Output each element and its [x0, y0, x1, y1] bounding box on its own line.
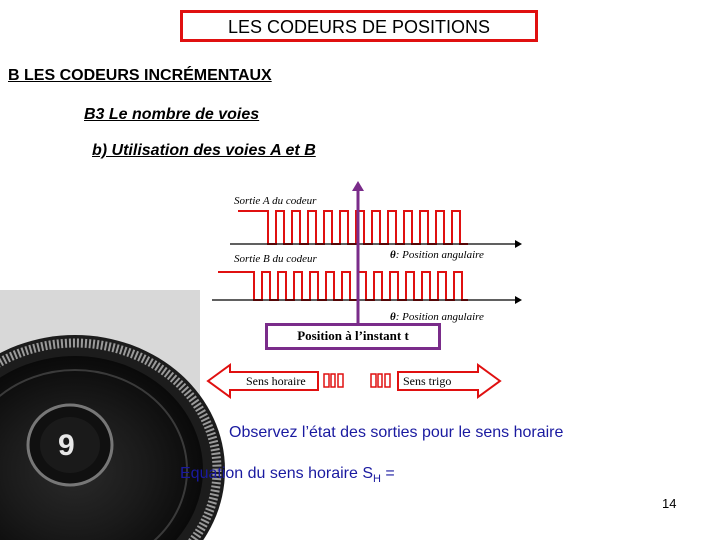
- signal-a-waveform: [238, 211, 468, 244]
- equation-subscript: H: [373, 473, 381, 486]
- axis-a-label-text: : Position angulaire: [395, 249, 484, 261]
- svg-text:9: 9: [58, 429, 75, 462]
- subsection-heading: B3 Le nombre de voies: [84, 106, 260, 123]
- section-heading: B LES CODEURS INCRÉMENTAUX: [8, 67, 272, 84]
- pulse-glyph-right-icon: [371, 374, 390, 387]
- page-number: 14: [662, 496, 677, 511]
- equation-text: [180, 465, 395, 485]
- theta-symbol: θ: [390, 249, 396, 261]
- sens-horaire-label: Sens horaire: [246, 374, 306, 388]
- page-title: LES CODEURS DE POSITIONS: [227, 17, 491, 37]
- axis-a-label: [390, 249, 484, 261]
- signal-a-path: [238, 211, 468, 244]
- signal-b-path: [218, 272, 468, 300]
- pulse-glyph-left-icon: [324, 374, 343, 387]
- cursor-arrow-icon: [352, 181, 364, 191]
- equation-prefix: Equation du sens horaire S: [180, 465, 374, 482]
- axis-a-arrow-icon: [515, 240, 522, 248]
- equation-suffix: =: [380, 465, 395, 482]
- theta-symbol: θ: [390, 311, 396, 323]
- output-a-label: Sortie A du codeur: [234, 195, 317, 207]
- sub-subsection-heading: b) Utilisation des voies A et B: [92, 142, 316, 159]
- observation-text: Observez l’état des sorties pour le sens horaire: [229, 424, 564, 441]
- signal-b-waveform: [218, 272, 468, 300]
- axis-b-arrow-icon: [515, 296, 522, 304]
- position-label: Position à l’instant t: [297, 328, 409, 343]
- output-b-label: Sortie B du codeur: [234, 253, 317, 265]
- axis-b-label: [390, 311, 484, 323]
- sens-trigo-label: Sens trigo: [403, 374, 452, 388]
- axis-b-label-text: : Position angulaire: [395, 311, 484, 323]
